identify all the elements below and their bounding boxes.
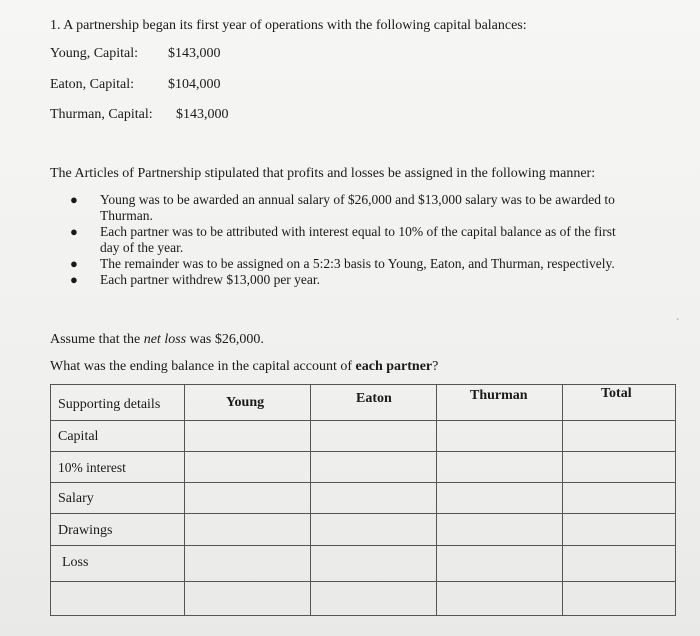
bullet-dot-icon: ● <box>70 272 78 287</box>
capital-value-thurman: $143,000 <box>176 107 229 122</box>
table-rule <box>50 615 676 616</box>
row-label-drawings: Drawings <box>58 523 113 538</box>
capital-label-eaton: Eaton, Capital: <box>50 77 134 92</box>
pen-mark: ˋ <box>676 318 680 329</box>
header-eaton: Eaton <box>356 391 392 406</box>
table-rule <box>50 384 676 385</box>
table-rule <box>436 384 437 616</box>
bullet-item <box>60 224 670 256</box>
table-rule <box>675 384 676 616</box>
table-rule <box>310 384 311 616</box>
capital-label-young: Young, Capital: <box>50 46 139 61</box>
table-rule <box>50 482 676 483</box>
bullet-dot-icon: ● <box>70 256 78 271</box>
assume-suffix: was $26,000. <box>186 332 264 347</box>
row-label-salary: Salary <box>58 491 94 506</box>
capital-value-eaton: $104,000 <box>168 77 221 92</box>
articles-bullet-list <box>60 192 670 288</box>
bullet-item <box>60 256 670 272</box>
row-label-interest: 10% interest <box>58 460 126 475</box>
bullet-item <box>60 272 670 288</box>
row-label-loss: Loss <box>62 555 89 570</box>
question-intro: 1. A partnership began its first year of operations with the following capital balances: <box>50 18 527 33</box>
row-label-capital: Capital <box>58 429 99 444</box>
bullet-line: day of the year. <box>100 240 184 255</box>
bullet-item <box>60 192 670 224</box>
ask-bold: each partner <box>355 359 433 374</box>
capital-value-young: $143,000 <box>168 46 221 61</box>
table-rule <box>50 451 676 452</box>
articles-intro: The Articles of Partnership stipulated that profits and losses be assigned in the following manner: <box>50 166 596 181</box>
bullet-dot-icon: ● <box>70 224 78 239</box>
ask-suffix: ? <box>432 359 439 374</box>
assume-emphasis: net loss <box>143 332 187 347</box>
table-rule <box>50 513 676 514</box>
bullet-line: Thurman. <box>100 208 153 223</box>
assume-prefix: Assume that the <box>50 332 144 347</box>
table-rule <box>50 384 51 616</box>
table-rule <box>50 545 676 546</box>
capital-table <box>50 384 676 616</box>
capital-label-thurman: Thurman, Capital: <box>50 107 153 122</box>
bullet-line: Young was to be awarded an annual salary of $26,000 and $13,000 salary was to be awarded to <box>100 192 615 207</box>
table-rule <box>50 581 676 582</box>
header-young: Young <box>226 395 265 410</box>
ask-prefix: What was the ending balance in the capital account of <box>50 359 356 374</box>
bullet-line: Each partner was to be attributed with interest equal to 10% of the capital balance as of the first <box>100 224 616 239</box>
header-thurman: Thurman <box>470 388 528 403</box>
table-rule <box>50 420 676 421</box>
bullet-line: Each partner withdrew $13,000 per year. <box>100 272 321 287</box>
bullet-dot-icon: ● <box>70 192 78 207</box>
header-supporting-details: Supporting details <box>58 397 161 412</box>
table-rule <box>562 384 563 616</box>
assume-statement <box>50 332 264 348</box>
table-rule <box>184 384 185 616</box>
bullet-line: The remainder was to be assigned on a 5:2:3 basis to Young, Eaton, and Thurman, respectively. <box>100 256 615 271</box>
header-total: Total <box>601 386 632 401</box>
ask-statement <box>50 359 438 375</box>
